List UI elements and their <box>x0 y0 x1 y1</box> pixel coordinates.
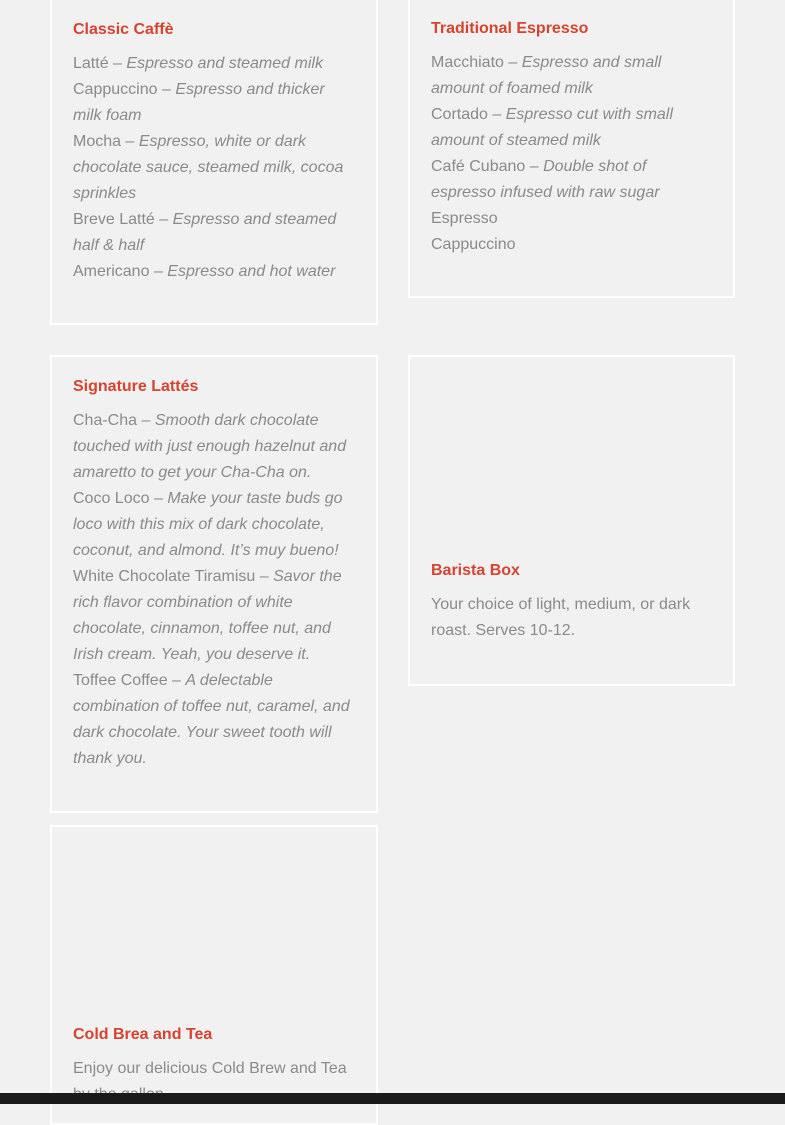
menu-item-list <box>73 408 355 772</box>
menu-item <box>431 50 712 102</box>
menu-item-description: Savor the rich flavor combination of white chocolate, cinnamon, toffee nut, and Irish cream. Yeah, you deserve it. <box>73 568 342 663</box>
menu-item-description: Espresso and steamed milk <box>126 55 323 72</box>
menu-item-separator: – <box>259 568 269 585</box>
menu-item <box>73 129 355 207</box>
menu-item-separator: – <box>125 133 135 150</box>
menu-item-separator: – <box>153 490 163 507</box>
menu-item <box>73 259 355 285</box>
menu-item <box>73 207 355 259</box>
menu-item-separator: – <box>508 54 518 71</box>
menu-item-list <box>431 50 712 258</box>
menu-item-name: Mocha <box>73 133 122 150</box>
menu-item-description: Espresso and small amount of foamed milk <box>431 54 662 97</box>
menu-item-name: Latté <box>73 55 109 72</box>
menu-item-name: Breve Latté <box>73 211 155 228</box>
menu-item-description: Espresso, white or dark chocolate sauce, steamed milk, cocoa sprinkles <box>73 133 344 202</box>
menu-item-separator: – <box>141 412 151 429</box>
menu-item-name: Cappuccino <box>431 236 516 253</box>
card-title: Barista Box <box>431 562 520 579</box>
menu-item-description: Make your taste buds go loco with this mix of dark chocolate, coconut, and almond. It’s muy bueno! <box>73 490 343 559</box>
menu-item <box>73 51 355 77</box>
menu-item-name: Espresso <box>431 210 498 227</box>
card-title: Traditional Espresso <box>431 20 589 37</box>
menu-item-name: White Chocolate Tiramisu <box>73 568 256 585</box>
menu-item-separator: – <box>161 81 171 98</box>
menu-item-description: Espresso and thicker milk foam <box>73 81 325 124</box>
menu-card-classic-caffe <box>50 0 378 325</box>
menu-card-traditional-espresso <box>408 0 735 298</box>
menu-item-separator: – <box>172 672 181 689</box>
menu-item-description: Smooth dark chocolate touched with just enough hazelnut and amaretto to get your Cha-Cha on. <box>73 412 347 481</box>
menu-item-separator: – <box>529 158 539 175</box>
menu-item <box>431 154 712 206</box>
card-description: Your choice of light, medium, or dark roast. Serves 10-12. <box>431 596 691 639</box>
menu-item-name: Americano <box>73 263 150 280</box>
menu-card-barista-box <box>408 355 735 686</box>
menu-item <box>431 206 712 232</box>
card-title: Classic Caffè <box>73 21 174 38</box>
menu-item-description: Espresso and hot water <box>167 263 336 280</box>
menu-item-list <box>73 51 355 285</box>
menu-item-name: Macchiato <box>431 54 504 71</box>
menu-card-signature-lattes <box>50 355 378 813</box>
card-title: Cold Brea and Tea <box>73 1026 213 1043</box>
menu-item-separator: – <box>113 55 122 72</box>
menu-item <box>431 232 712 258</box>
menu-item <box>431 102 712 154</box>
menu-item <box>73 408 355 486</box>
menu-item-separator: – <box>492 106 502 123</box>
menu-item-description: Espresso and steamed half & half <box>73 211 337 254</box>
menu-item-name: Coco Loco <box>73 490 150 507</box>
menu-item-name: Cortado <box>431 106 488 123</box>
bottom-bar <box>0 1093 785 1104</box>
menu-item-description: Double shot of espresso infused with raw sugar <box>431 158 660 201</box>
menu-item-separator: – <box>159 211 169 228</box>
menu-card-cold-brew-tea <box>50 825 378 1125</box>
menu-item-description: A delectable combination of toffee nut, caramel, and dark chocolate. Your sweet tooth will thank you. <box>73 672 350 767</box>
menu-item-name: Toffee Coffee <box>73 672 168 689</box>
menu-item-description: Espresso cut with small amount of steamed milk <box>431 106 673 149</box>
card-description: Enjoy our delicious Cold Brew and Tea <box>73 1060 347 1077</box>
menu-item-name: Cappuccino <box>73 81 158 98</box>
menu-item <box>73 486 355 564</box>
menu-item-name: Café Cubano <box>431 158 526 175</box>
menu-item-separator: – <box>153 263 163 280</box>
menu-item <box>73 668 355 772</box>
menu-item <box>73 77 355 129</box>
menu-item <box>73 564 355 668</box>
card-title: Signature Lattés <box>73 378 199 395</box>
menu-item-name: Cha-Cha <box>73 412 138 429</box>
